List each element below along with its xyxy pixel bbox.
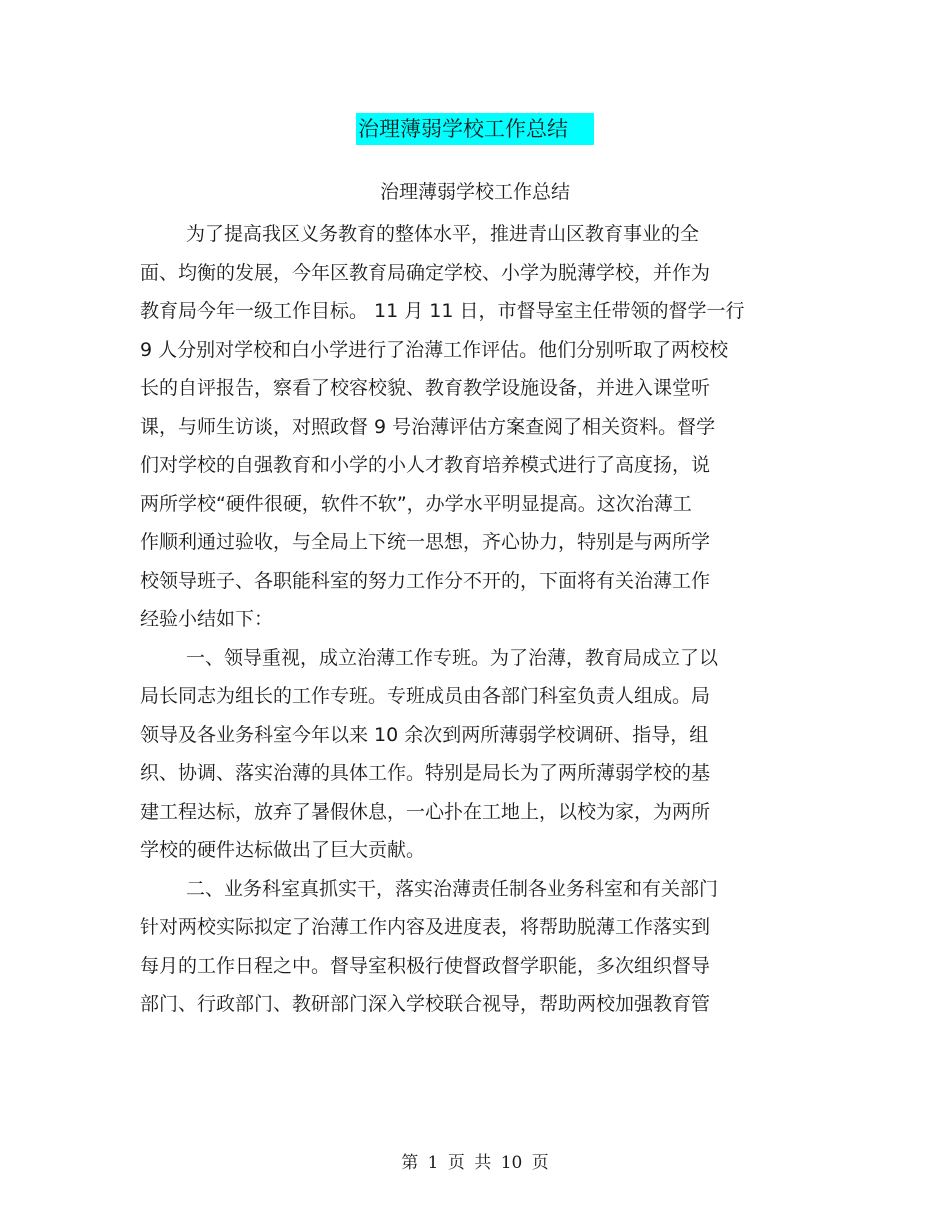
- body-text: [140, 219, 820, 1028]
- text-line: 领导及各业务科室今年以来 10 余次到两所薄弱学校调研、指导，组: [140, 723, 709, 746]
- text-line: 们对学校的自强教育和小学的小人才教育培养模式进行了高度扬，说: [140, 454, 711, 476]
- text-line: 长的自评报告，察看了校容校貌、教育教学设施设备，并进入课堂听: [140, 377, 711, 399]
- text-line: 二、业务科室真抓实干，落实治薄责任制各业务科室和有关部门: [186, 877, 719, 900]
- text-line: 学校的硬件达标做出了巨大贡献。: [140, 839, 426, 861]
- text-line: 局长同志为组长的工作专班。专班成员由各部门科室负责人组成。局: [140, 685, 711, 707]
- text-line: 建工程达标，放弃了暑假休息，一心扑在工地上，以校为家，为两所: [140, 800, 711, 823]
- text-line: 9 人分别对学校和白小学进行了治薄工作评估。他们分别听取了两校校: [140, 338, 729, 361]
- text-line: 课，与师生访谈，对照政督 9 号治薄评估方案查阅了相关资料。督学: [140, 415, 716, 438]
- title-container: [0, 113, 950, 145]
- text-line: 一、领导重视，成立治薄工作专班。为了治薄，教育局成立了以: [186, 646, 719, 669]
- text-line: 针对两校实际拟定了治薄工作内容及进度表，将帮助脱薄工作落实到: [140, 916, 711, 938]
- document-subtitle: 治理薄弱学校工作总结: [379, 181, 570, 203]
- text-line: 面、均衡的发展，今年区教育局确定学校、小学为脱薄学校，并作为: [140, 261, 711, 284]
- text-line: 校领导班子、各职能科室的努力工作分不开的，下面将有关治薄工作: [140, 569, 711, 592]
- text-line: 作顺利通过验收，与全局上下统一思想，齐心协力，特别是与两所学: [140, 531, 711, 553]
- page-footer: 第 1 页 共 10 页: [401, 1153, 549, 1173]
- text-line: 教育局今年一级工作目标。 11 月 11 日，市督导室主任带领的督学一行: [140, 300, 745, 322]
- text-line: 织、协调、落实治薄的具体工作。特别是局长为了两所薄弱学校的基: [140, 762, 711, 784]
- text-line: 为了提高我区义务教育的整体水平，推进青山区教育事业的全: [186, 223, 700, 245]
- document-title: 治理薄弱学校工作总结: [356, 113, 594, 145]
- text-line: 部门、行政部门、教研部门深入学校联合视导，帮助两校加强教育管: [140, 993, 711, 1015]
- text-line: 经验小结如下：: [140, 608, 274, 630]
- text-line: 每月的工作日程之中。督导室积极行使督政督学职能，多次组织督导: [140, 954, 711, 977]
- text-line: 两所学校“硬件很硬，软件不软”，办学水平明显提高。这次治薄工: [140, 492, 692, 515]
